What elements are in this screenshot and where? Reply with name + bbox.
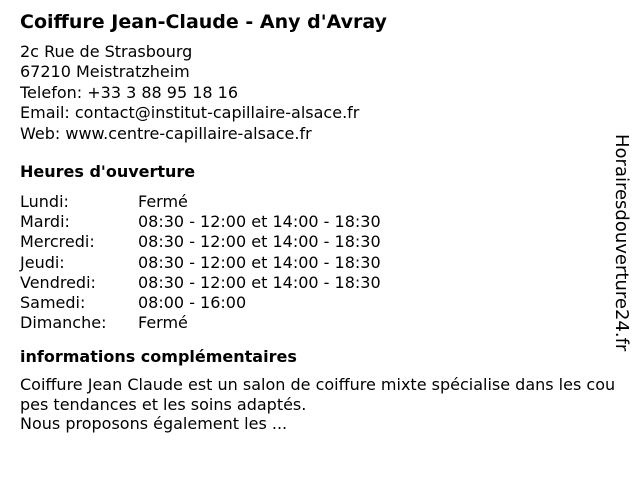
email-line: Email: contact@institut-capillaire-alsace.fr [20, 103, 360, 123]
day-label: Jeudi: [20, 252, 65, 272]
hours-row [20, 253, 381, 273]
extra-info-heading: informations complémentaires [20, 347, 297, 367]
day-label: Vendredi: [20, 272, 96, 292]
hours-table [20, 192, 381, 333]
hours-row [20, 232, 381, 252]
day-time: 08:30 - 12:00 et 14:00 - 18:30 [138, 252, 381, 272]
hours-row [20, 192, 381, 212]
day-label: Lundi: [20, 192, 69, 212]
phone-line: Telefon: +33 3 88 95 18 16 [20, 82, 239, 102]
hours-row [20, 273, 381, 293]
business-name: Coiffure Jean-Claude - Any d'Avray [20, 11, 387, 33]
day-label: Mercredi: [20, 232, 95, 252]
address-street: 2c Rue de Strasbourg [20, 42, 193, 61]
hours-row [20, 212, 381, 232]
web-line: Web: www.centre-capillaire-alsace.fr [20, 123, 312, 143]
business-card [20, 10, 620, 435]
contact-info [20, 42, 620, 144]
hours-row [20, 293, 381, 313]
day-label: Samedi: [20, 293, 86, 313]
day-time: Fermé [138, 313, 188, 333]
description-text: Coiffure Jean Claude est un salon de coiffure mixte spécialise dans les coupes tendances et les soins adaptés. [20, 375, 616, 414]
hours-heading: Heures d'ouverture [20, 162, 196, 182]
day-time: 08:30 - 12:00 et 14:00 - 18:30 [138, 232, 381, 252]
description-more: Nous proposons également les ... [20, 414, 288, 434]
day-time: Fermé [138, 192, 188, 212]
site-watermark [609, 134, 633, 374]
day-time: 08:30 - 12:00 et 14:00 - 18:30 [138, 212, 381, 232]
day-label: Mardi: [20, 212, 70, 232]
day-time: 08:30 - 12:00 et 14:00 - 18:30 [138, 272, 381, 292]
address-city: 67210 Meistratzheim [20, 62, 190, 82]
day-time: 08:00 - 16:00 [138, 293, 247, 313]
watermark-text: Horairesdouverture24.fr [611, 134, 632, 352]
day-label: Dimanche: [20, 313, 107, 333]
hours-row [20, 313, 381, 333]
